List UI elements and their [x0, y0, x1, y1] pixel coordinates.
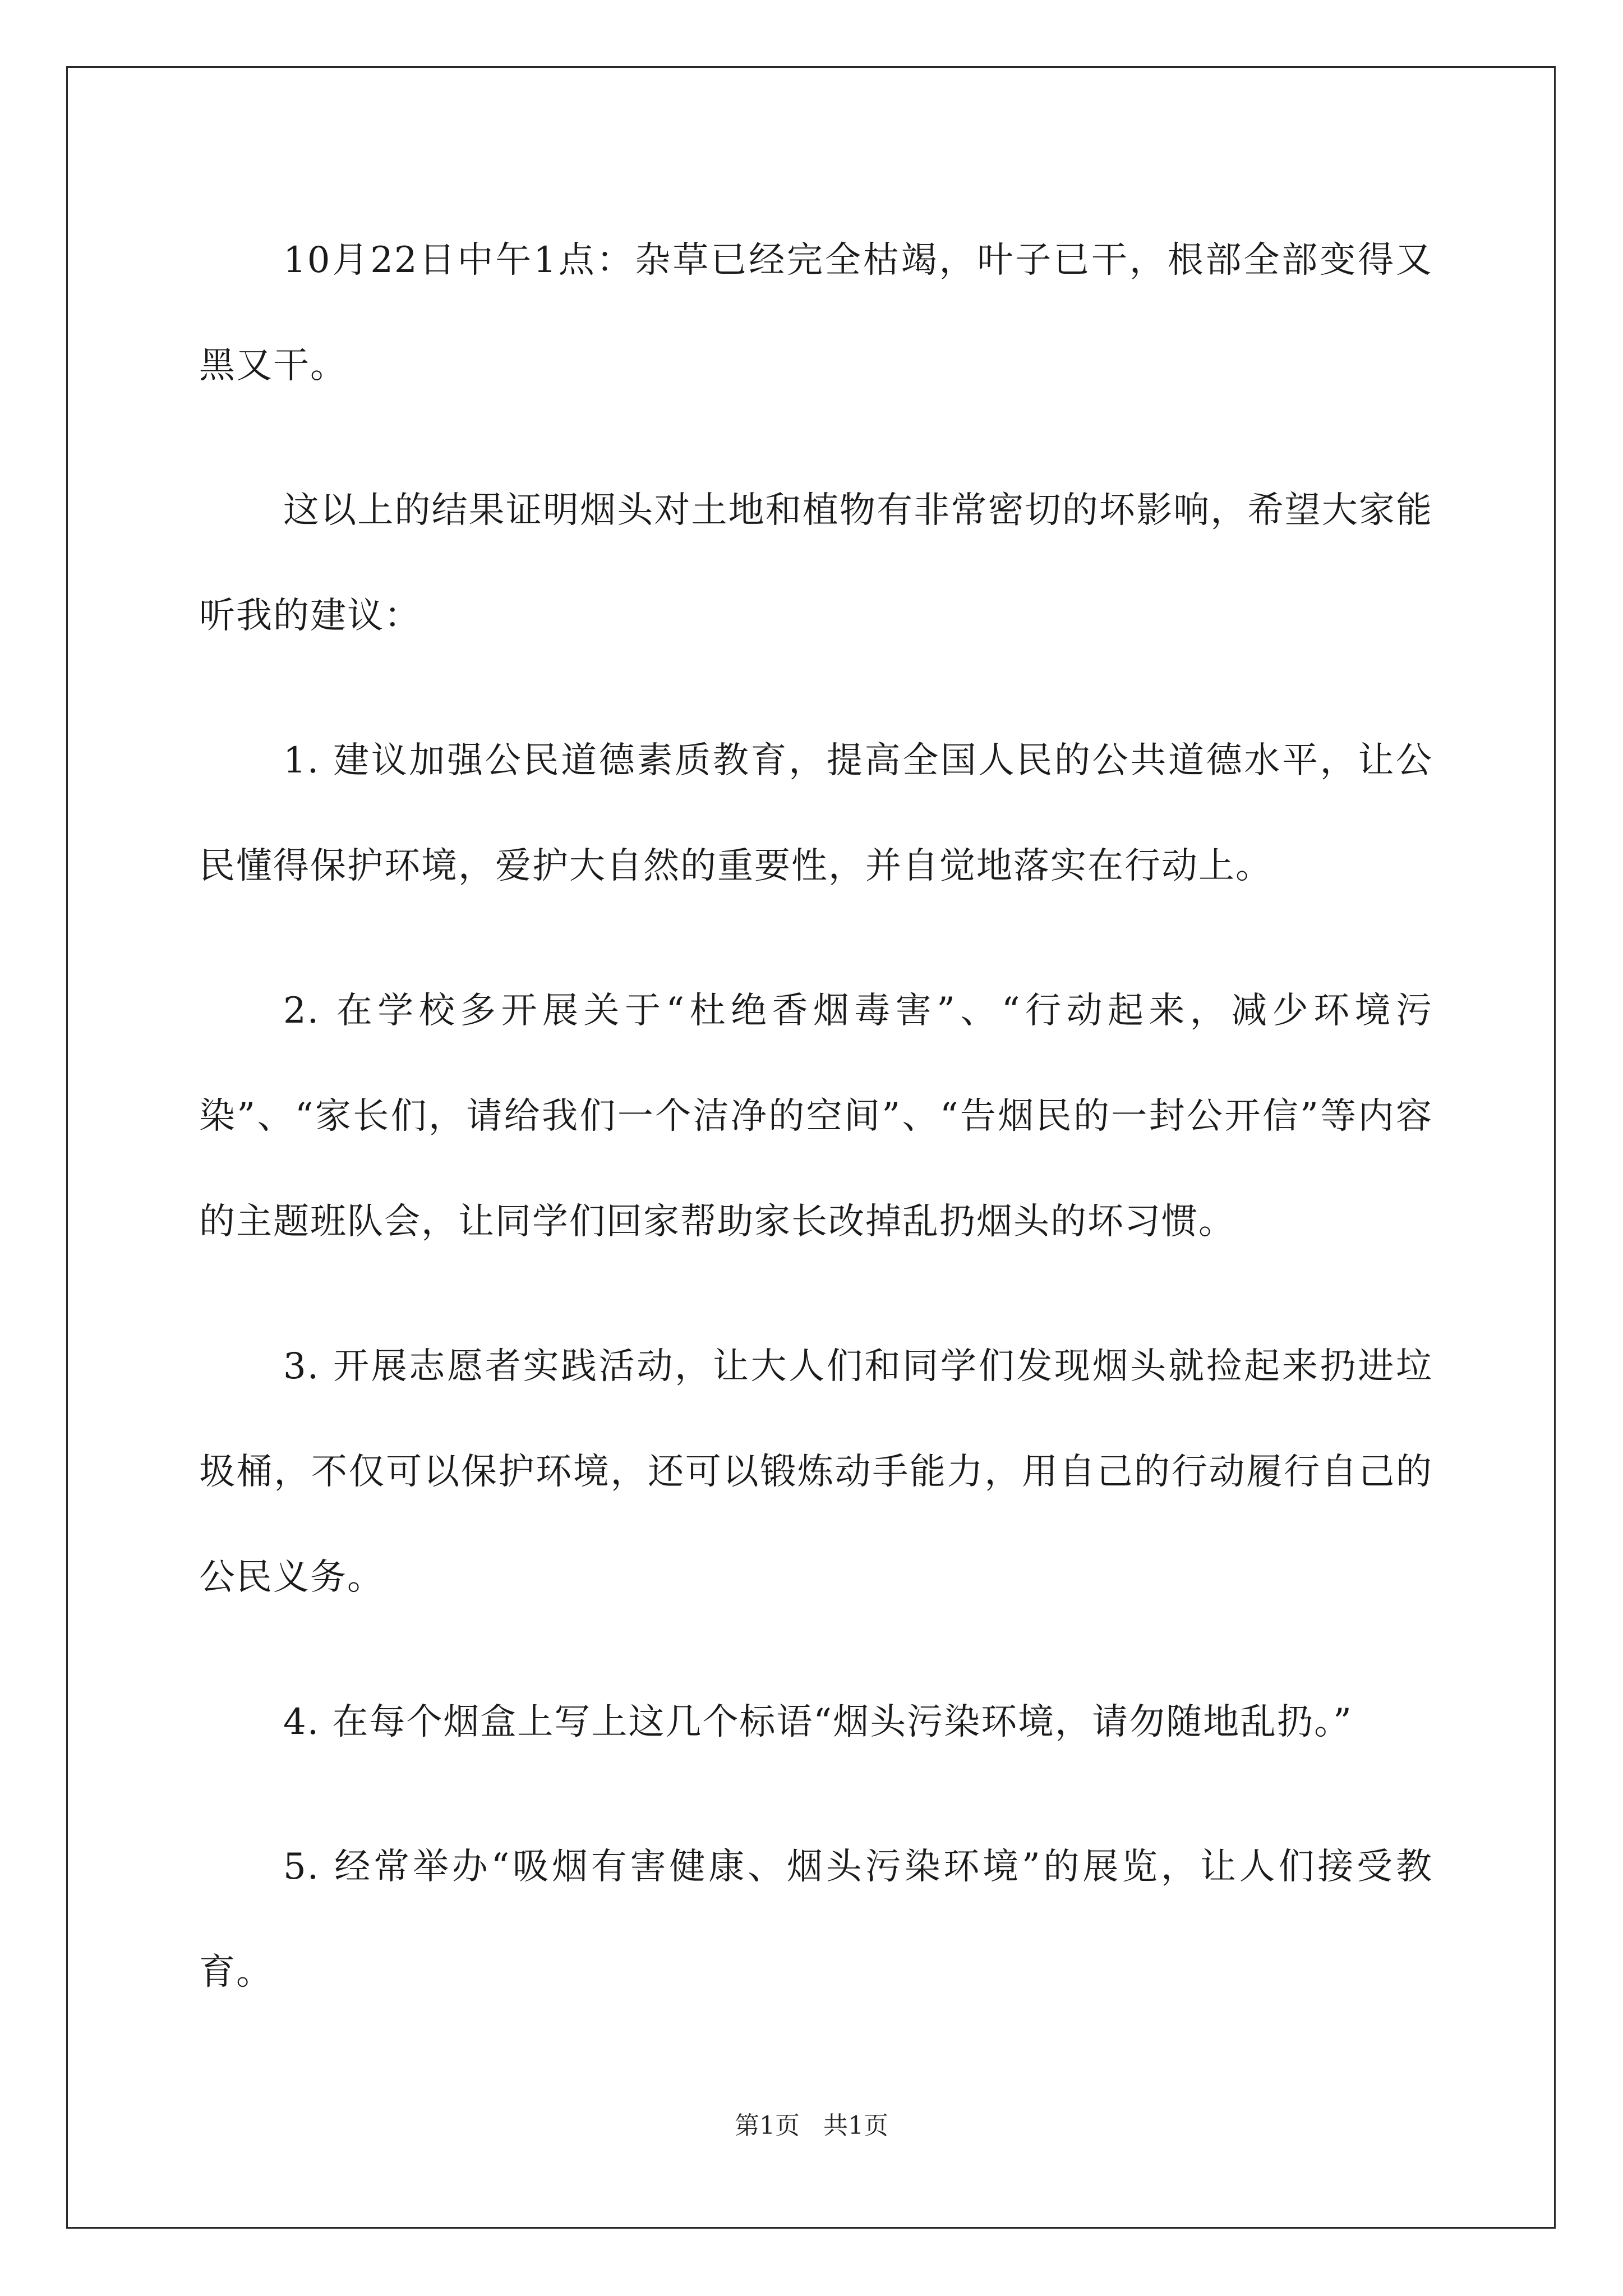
- paragraph-suggestion-3: 3. 开展志愿者实践活动，让大人们和同学们发现烟头就捡起来扔进垃圾桶，不仅可以保护环境，还可以锻炼动手能力，用自己的行动履行自己的公民义务。: [199, 1346, 1433, 1598]
- page-number-total: 共1页: [823, 2111, 888, 2140]
- paragraph-suggestion-4: 4. 在每个烟盒上写上这几个标语“烟头污染环境，请勿随地乱扔。”: [283, 1701, 1353, 1743]
- page-footer: [0, 2109, 1623, 2143]
- paragraph-suggestion-1: 1. 建议加强公民道德素质教育，提高全国人民的公共道德水平，让公民懂得保护环境，爱护大自然的重要性，并自觉地落实在行动上。: [199, 740, 1433, 887]
- paragraph-suggestion-2: 2. 在学校多开展关于“杜绝香烟毒害”、“行动起来，减少环境污染”、“家长们，请给我们一个洁净的空间”、“告烟民的一封公开信”等内容的主题班队会，让同学们回家帮助家长改掉乱扔烟头的坏习惯。: [199, 990, 1433, 1243]
- paragraph-conclusion: 这以上的结果证明烟头对土地和植物有非常密切的坏影响，希望大家能听我的建议：: [199, 490, 1433, 637]
- paragraph-suggestion-5: 5. 经常举办“吸烟有害健康、烟头污染环境”的展览，让人们接受教育。: [199, 1846, 1433, 1993]
- paragraph-observation: 10月22日中午1点：杂草已经完全枯竭，叶子已干，根部全部变得又黑又干。: [199, 240, 1433, 386]
- document-body: [199, 208, 1433, 2064]
- page-number-current: 第1页: [735, 2111, 800, 2140]
